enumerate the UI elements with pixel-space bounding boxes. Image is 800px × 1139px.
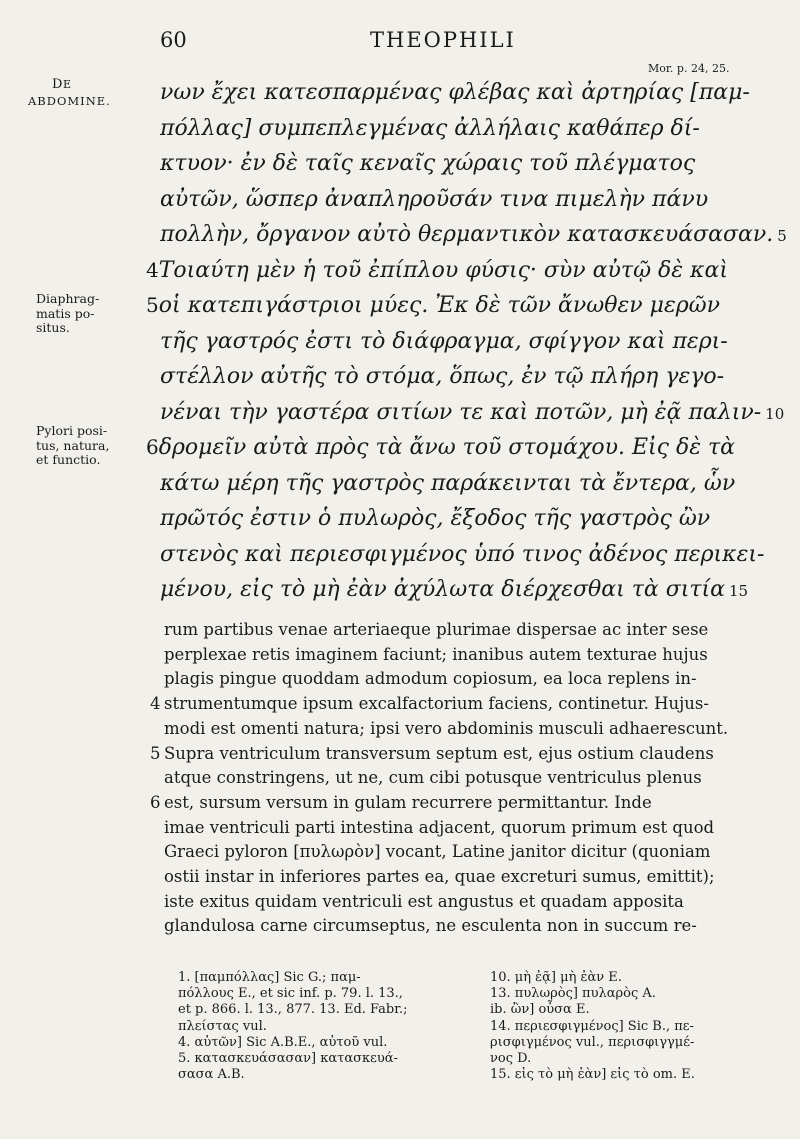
greek-line xyxy=(160,116,700,141)
greek-line xyxy=(146,293,720,318)
latin-line-text: atque constringens, ut ne, cum cibi potusque ventriculus plenus xyxy=(164,768,702,788)
greek-line-text: οἱ κατεπιγάστριοι μύες. Ἐκ δὲ τῶν ἄνωθεν μερῶν xyxy=(158,293,720,318)
latin-line-text: rum partibus venae arteriaeque plurimae dispersae ac inter sese xyxy=(164,620,709,639)
margin-note-diaphragm: Diaphrag- matis po- situs. xyxy=(36,291,100,335)
latin-line xyxy=(150,620,708,639)
footnote-line: πλείστας vul. xyxy=(178,1018,267,1034)
greek-line xyxy=(146,435,735,460)
greek-line-text: πόλλας] συμπεπλεγμένας ἀλλήλαις καθάπερ δί- xyxy=(160,115,700,141)
latin-line xyxy=(150,719,728,738)
latin-line xyxy=(150,793,652,812)
greek-line-text: κτυον· ἐν δὲ ταῖς κεναῖς χώραις τοῦ πλέγματος xyxy=(160,151,696,176)
latin-line-text: strumentumque ipsum excalfactorium faciens, continetur. Hujus- xyxy=(164,694,709,714)
latin-line-text: imae ventriculi parti intestina adjacent, quorum primum est quod xyxy=(164,817,715,837)
latin-line xyxy=(150,842,710,861)
line-number: 10 xyxy=(765,404,785,423)
latin-line xyxy=(150,867,715,886)
page-reference: Mor. p. 24, 25. xyxy=(648,62,730,75)
greek-line xyxy=(160,400,784,425)
section-number: 4 xyxy=(146,257,159,282)
latin-line-text: perplexae retis imaginem faciunt; inanibus autem texturae hujus xyxy=(164,644,708,664)
latin-line xyxy=(150,744,714,763)
footnote-line: 4. αὐτῶν] Sic A.B.E., αὐτοῦ vul. xyxy=(178,1034,388,1050)
latin-line-text: glandulosa carne circumseptus, ne esculenta non in succum re- xyxy=(164,916,697,936)
latin-line-text: modi est omenti natura; ipsi vero abdominis musculi adhaerescunt. xyxy=(164,718,729,738)
margin-note-section-title xyxy=(28,76,138,110)
margin-note-pylorus: Pylori posi- tus, natura, et functio. xyxy=(36,423,110,467)
greek-line-text: κάτω μέρη τῆς γαστρὸς παράκεινται τὰ ἔντερα, ὧν xyxy=(160,470,736,496)
greek-line xyxy=(160,577,748,602)
section-number: 5 xyxy=(146,293,159,317)
section-number: 6 xyxy=(146,435,159,459)
greek-line xyxy=(160,542,764,567)
footnote-line: πόλλους E., et sic inf. p. 79. l. 13., xyxy=(178,986,403,1002)
footnote-line: ρισφιγμένος vul., περισφιγγμέ- xyxy=(490,1034,695,1050)
latin-line-text: ostii instar in inferiores partes ea, quae excreturi sumus, emittit); xyxy=(164,867,715,886)
page-number: 60 xyxy=(160,28,187,52)
greek-line xyxy=(160,187,708,212)
greek-line-text: στέλλον αὐτῆς τὸ στόμα, ὅπως, ἐν τῷ πλήρη γεγο- xyxy=(160,364,725,389)
section-number: 4 xyxy=(150,694,161,714)
margin-note-text: ABDOMINE. xyxy=(28,94,111,108)
latin-line xyxy=(150,768,702,787)
latin-line xyxy=(150,892,684,911)
footnote-line: ib. ὢν] οὖσα E. xyxy=(490,1002,590,1018)
latin-line-text: est, sursum versum in gulam recurrere permittantur. Inde xyxy=(164,792,652,812)
greek-line xyxy=(160,80,750,105)
latin-line xyxy=(150,916,697,935)
greek-line-text: αὐτῶν, ὥσπερ ἀναπληροῦσάν τινα πιμελὴν πάνυ xyxy=(160,186,709,212)
latin-line-text: Graeci pyloron [πυλωρὸν] vocant, Latine janitor dicitur (quoniam xyxy=(164,842,711,862)
greek-line-text: Τοιαύτη μὲν ἡ τοῦ ἐπίπλου φύσις· σὺν αὐτῷ δὲ καὶ xyxy=(158,257,728,283)
greek-line xyxy=(160,151,695,176)
latin-line xyxy=(150,645,708,664)
latin-line-text: plagis pingue quoddam admodum copiosum, ea loca replens in- xyxy=(164,669,697,689)
section-number: 6 xyxy=(150,792,161,812)
footnote-line: 13. πυλωρὸς] πυλαρὸς A. xyxy=(490,986,656,1002)
greek-line xyxy=(146,258,728,283)
greek-line-text: πρῶτός ἐστιν ὁ πυλωρὸς, ἔξοδος τῆς γαστρὸς ὢν xyxy=(160,506,711,531)
section-number: 5 xyxy=(150,743,161,763)
footnote-line: 15. εἰς τὸ μὴ ἐὰν] εἰς τὸ om. E. xyxy=(490,1067,695,1083)
latin-line-text: iste exitus quidam ventriculi est angustus et quadam apposita xyxy=(164,891,684,911)
footnote-line: 10. μὴ ἐᾷ] μὴ ἐὰν E. xyxy=(490,970,622,985)
footnote-line: et p. 866. l. 13., 877. 13. Ed. Fabr.; xyxy=(178,1002,408,1018)
footnote-line: 5. κατασκευάσασαν] κατασκευά- xyxy=(178,1051,398,1066)
greek-line-text: μένου, εἰς τὸ μὴ ἐὰν ἀχύλωτα διέρχεσθαι τὰ σιτία xyxy=(160,577,726,602)
footnote-line: 14. περιεσφιγμένος] Sic B., πε- xyxy=(490,1018,694,1034)
greek-line xyxy=(160,471,735,496)
greek-line-text: νων ἔχει κατεσπαρμένας φλέβας καὶ ἀρτηρίας [παμ- xyxy=(160,80,750,105)
greek-line xyxy=(160,506,710,531)
footnote-line: νος D. xyxy=(490,1051,532,1066)
greek-line-text: πολλὴν, ὄργανον αὐτὸ θερμαντικὸν κατασκευάσασαν. xyxy=(160,222,774,247)
greek-line xyxy=(160,329,728,354)
greek-line-text: νέναι τὴν γαστέρα σιτίων τε καὶ ποτῶν, μὴ ἐᾷ παλιν- xyxy=(160,399,762,425)
line-number: 15 xyxy=(729,582,749,600)
line-number: 5 xyxy=(777,227,787,245)
greek-line-text: δρομεῖν αὐτὰ πρὸς τὰ ἄνω τοῦ στομάχου. Εἰς δὲ τὰ xyxy=(158,435,736,460)
greek-line xyxy=(160,222,787,247)
margin-note-text: DE xyxy=(52,77,72,92)
greek-line xyxy=(160,364,724,389)
latin-line-text: Supra ventriculum transversum septum est, ejus ostium claudens xyxy=(164,743,714,763)
greek-line-text: τῆς γαστρός ἐστι τὸ διάφραγμα, σφίγγον καὶ περι- xyxy=(160,328,728,354)
running-title: THEOPHILI xyxy=(370,28,516,52)
footnote-line: 1. [παμπόλλας] Sic G.; παμ- xyxy=(178,970,361,985)
latin-line xyxy=(150,818,714,837)
greek-line-text: στενὸς καὶ περιεσφιγμένος ὑπό τινος ἀδένος περικει- xyxy=(160,541,765,567)
footnote-line: σασα A.B. xyxy=(178,1067,245,1083)
latin-line xyxy=(150,694,709,713)
latin-line xyxy=(150,669,697,688)
